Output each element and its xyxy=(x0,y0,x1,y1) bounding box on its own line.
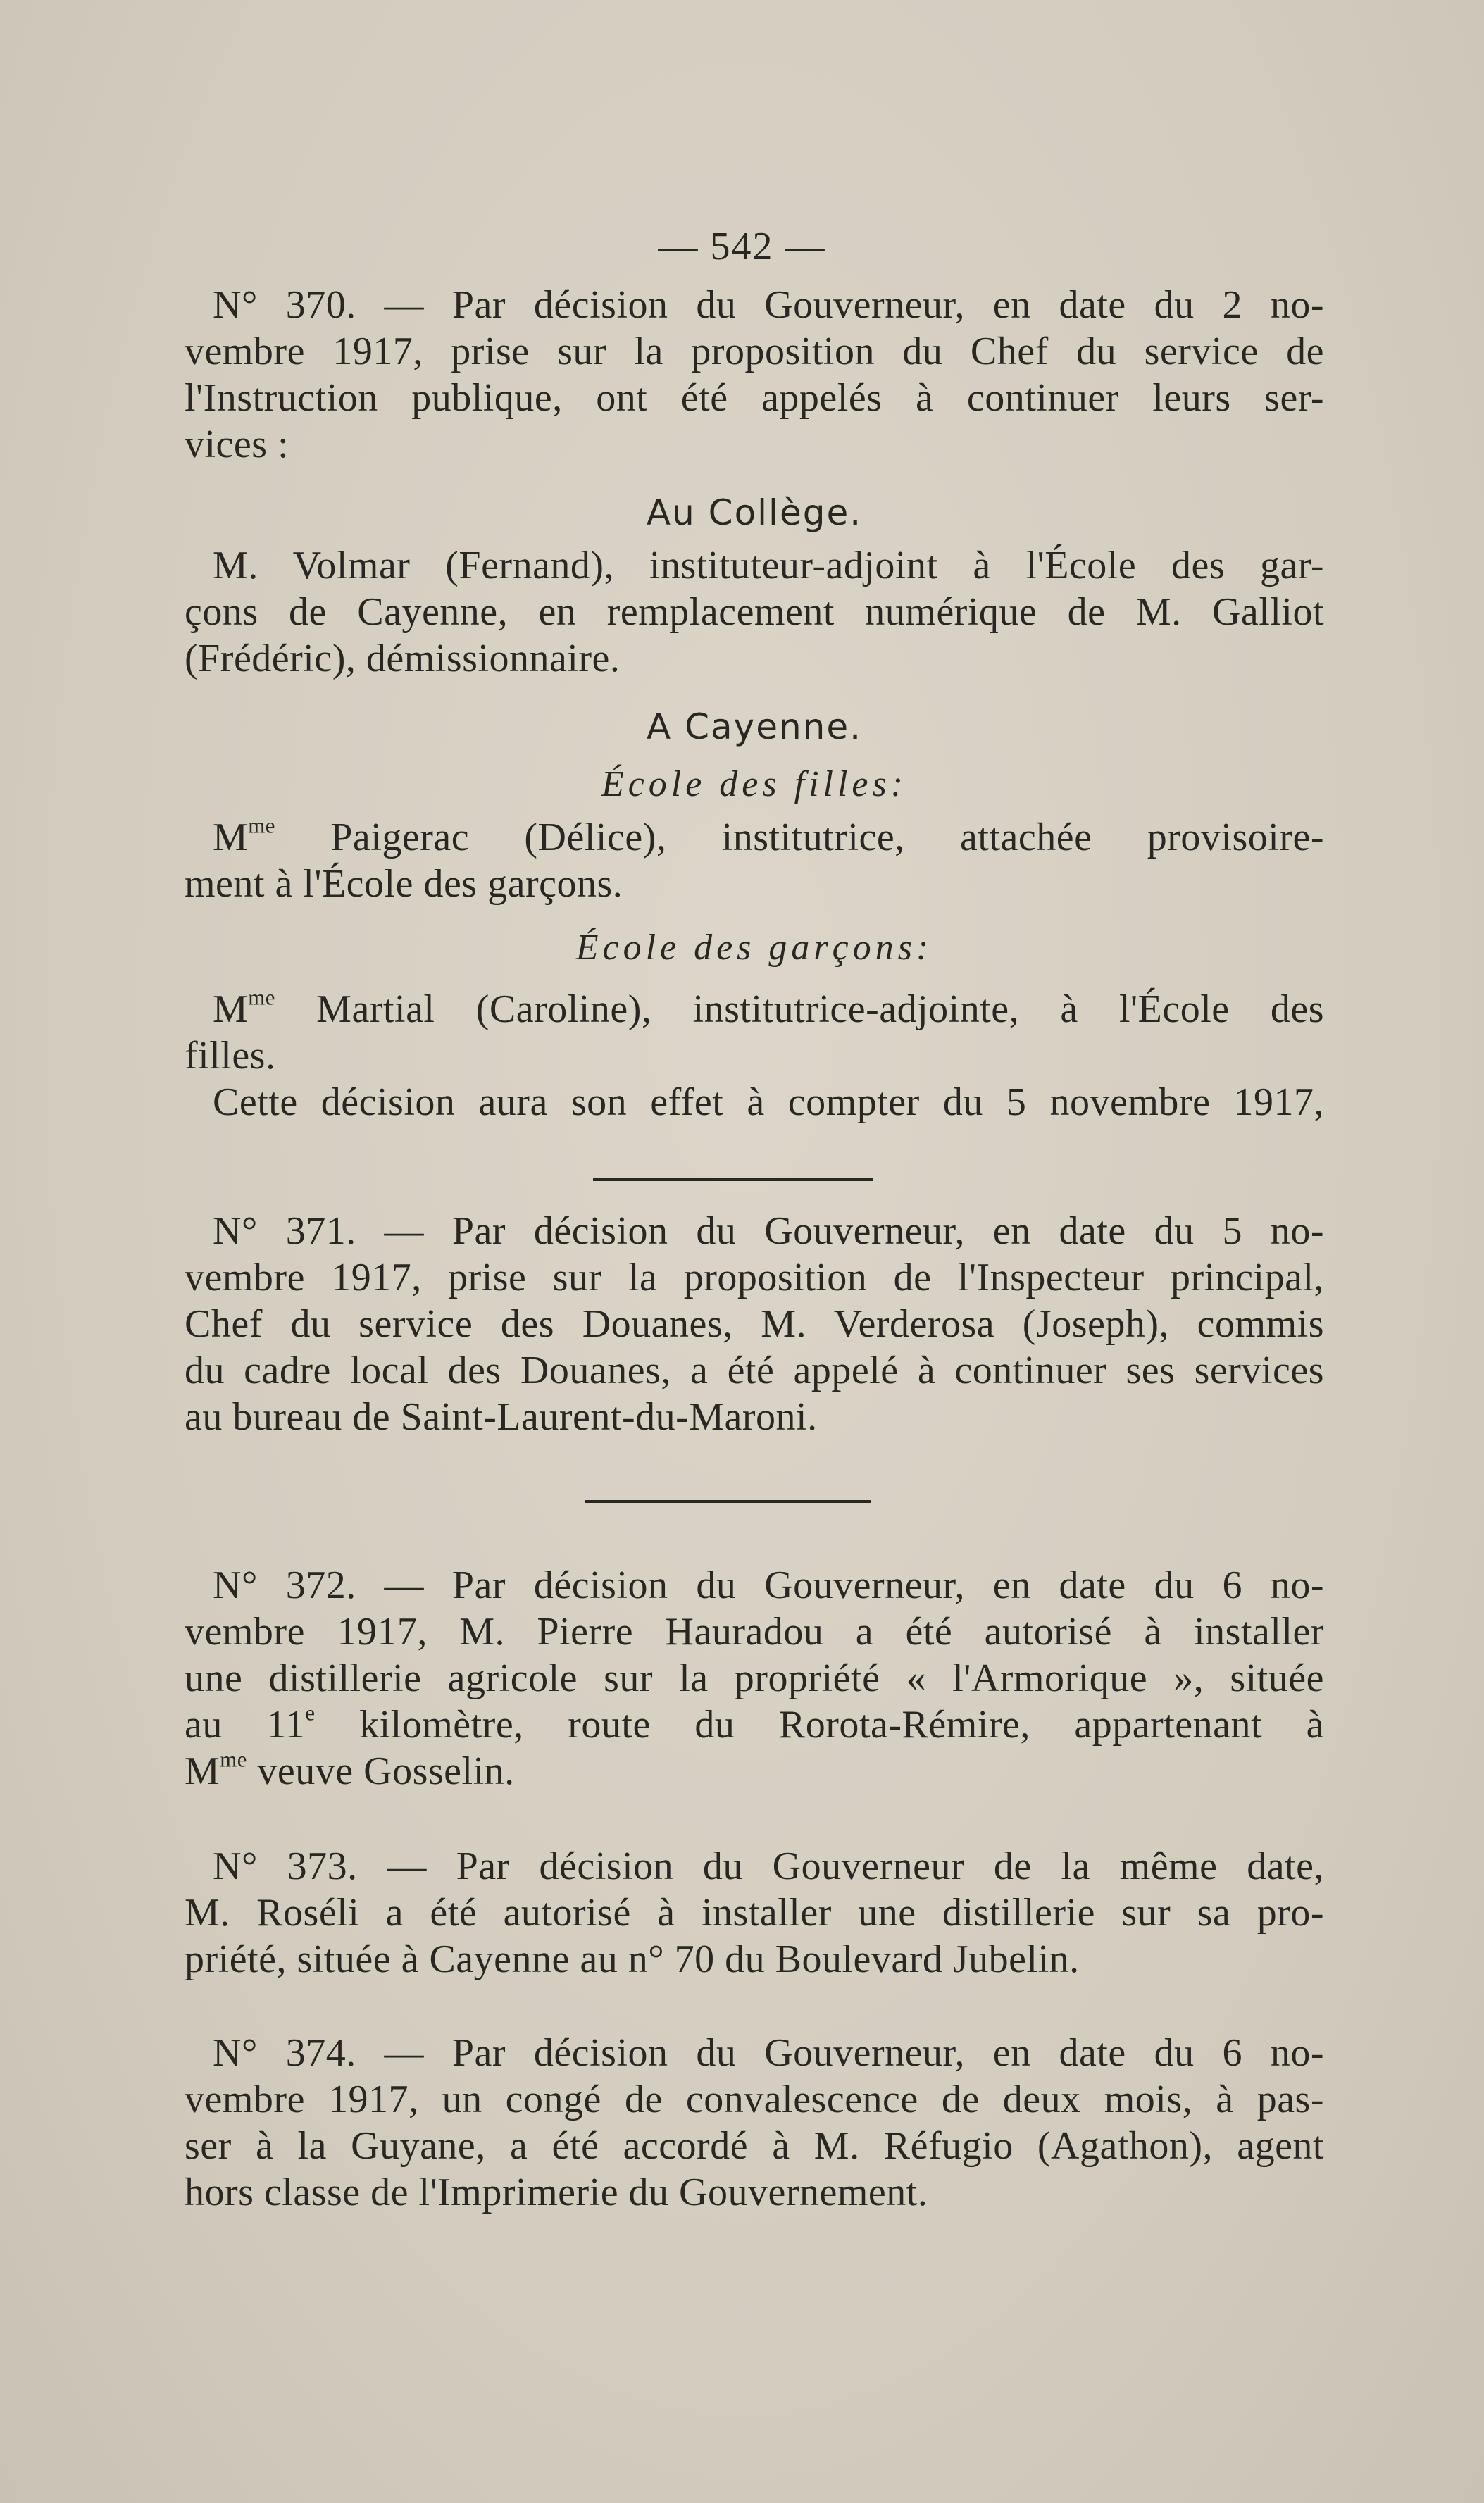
paragraph-line: filles. xyxy=(185,1034,276,1078)
line-text: Paigerac (Délice), institutrice, attachée provisoire- xyxy=(275,816,1324,859)
title-superscript: me xyxy=(248,985,275,1010)
decision-370 xyxy=(185,282,1324,1125)
paragraph-line: vembre 1917, prise sur la proposition de l'Inspecteur principal, xyxy=(185,1256,1324,1299)
paragraph-line: vembre 1917, M. Pierre Hauradou a été autorisé à installer xyxy=(185,1610,1324,1654)
title-abbrev: M xyxy=(213,987,249,1031)
paragraph-line xyxy=(185,814,1324,861)
line-text: Martial (Caroline), institutrice-adjointe, à l'École des xyxy=(275,987,1324,1031)
ordinal-superscript: e xyxy=(305,1701,316,1725)
paragraph-line: Chef du service des Douanes, M. Verderosa (Joseph), commis xyxy=(185,1302,1324,1346)
paragraph-line: l'Instruction publique, ont été appelés à continuer leurs ser- xyxy=(185,376,1324,420)
paragraph-line: M. Roséli a été autorisé à installer une distillerie sur sa pro- xyxy=(185,1891,1324,1935)
paragraph-line: M. Volmar (Fernand), instituteur-adjoint à l'École des gar- xyxy=(213,544,1324,587)
paragraph-line: N° 370. — Par décision du Gouverneur, en date du 2 no- xyxy=(213,283,1324,327)
paragraph-line: Cette décision aura son effet à compter du 5 novembre 1917, xyxy=(213,1080,1324,1124)
section-heading-college: Au Collège. xyxy=(646,492,863,533)
paragraph-line: hors classe de l'Imprimerie du Gouvernement. xyxy=(185,2171,928,2214)
separator-rule xyxy=(585,1500,871,1503)
decision-373 xyxy=(185,1843,1324,1983)
paragraph-line: N° 372. — Par décision du Gouverneur, en date du 6 no- xyxy=(213,1563,1324,1607)
paragraph-line: (Frédéric), démissionnaire. xyxy=(185,637,621,680)
paragraph-line: ment à l'École des garçons. xyxy=(185,862,623,906)
title-abbrev: M xyxy=(185,1749,220,1793)
paragraph-line: ser à la Guyane, a été accordé à M. Réfugio (Agathon), agent xyxy=(185,2124,1324,2168)
paragraph-line: priété, située à Cayenne au n° 70 du Boulevard Jubelin. xyxy=(185,1937,1080,1981)
title-superscript: me xyxy=(220,1747,247,1772)
decision-374 xyxy=(185,2030,1324,2216)
subheading-ecole-filles: École des filles: xyxy=(601,764,908,804)
paragraph-line: çons de Cayenne, en remplacement numérique de M. Galliot xyxy=(185,590,1324,634)
paragraph-line: vices : xyxy=(185,423,289,466)
line-text: au 11 xyxy=(185,1703,306,1747)
page-number: — 542 — xyxy=(658,225,826,268)
paragraph-line xyxy=(185,1748,1324,1794)
subheading-ecole-garcons: École des garçons: xyxy=(575,928,933,968)
title-abbrev: M xyxy=(213,816,249,859)
paragraph-line: une distillerie agricole sur la propriété « l'Armorique », située xyxy=(185,1656,1324,1700)
line-text: kilomètre, route du Rorota-Rémire, appartenant à xyxy=(315,1703,1324,1747)
paragraph-line xyxy=(185,986,1324,1032)
paragraph-line: N° 374. — Par décision du Gouverneur, en date du 6 no- xyxy=(213,2031,1324,2075)
paragraph-line: N° 373. — Par décision du Gouverneur de la même date, xyxy=(213,1845,1324,1888)
title-superscript: me xyxy=(248,813,275,838)
paragraph-line xyxy=(185,1702,1324,1748)
separator-rule xyxy=(593,1178,873,1181)
paragraph-line: N° 371. — Par décision du Gouverneur, en date du 5 no- xyxy=(213,1209,1324,1253)
paragraph-line: au bureau de Saint-Laurent-du-Maroni. xyxy=(185,1395,818,1439)
decision-372 xyxy=(185,1562,1324,1794)
paragraph-line: vembre 1917, prise sur la proposition du Chef du service de xyxy=(185,330,1324,373)
decision-371 xyxy=(185,1208,1324,1440)
paragraph-line: du cadre local des Douanes, a été appelé à continuer ses services xyxy=(185,1349,1324,1392)
section-heading-cayenne: A Cayenne. xyxy=(646,706,863,747)
line-text: veuve Gosselin. xyxy=(247,1749,515,1793)
paragraph-line: vembre 1917, un congé de convalescence de deux mois, à pas- xyxy=(185,2078,1324,2121)
